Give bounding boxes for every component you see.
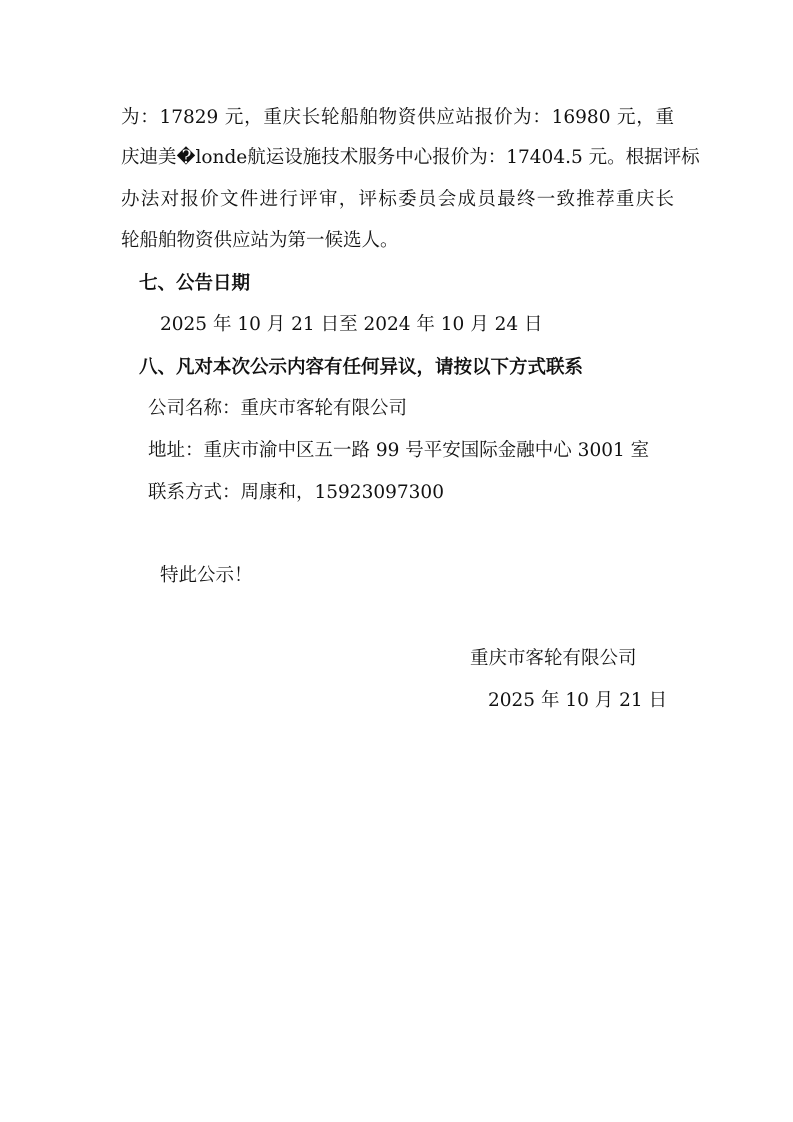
company-address: 地址：重庆市渝中区五一路 99 号平安国际金融中心 3001 室 xyxy=(148,440,650,461)
paragraph-line-2: 庆迪美�londe航运设施技术服务中心报价为：17404.5 元。根据评标 xyxy=(121,147,700,168)
signature-date: 2025 年 10 月 21 日 xyxy=(488,690,668,711)
contact-info: 联系方式：周康和，15923097300 xyxy=(148,482,444,503)
paragraph-line-4: 轮船舶物资供应站为第一候选人。 xyxy=(121,230,399,251)
announcement-period: 2025 年 10 月 21 日至 2024 年 10 月 24 日 xyxy=(160,314,543,335)
section-eight-heading: 八、凡对本次公示内容有任何异议，请按以下方式联系 xyxy=(139,357,584,378)
paragraph-line-1: 为：17829 元，重庆长轮船舶物资供应站报价为：16980 元，重 xyxy=(121,107,674,128)
signature-org: 重庆市客轮有限公司 xyxy=(470,648,637,669)
paragraph-line-3: 办法对报价文件进行评审，评标委员会成员最终一致推荐重庆长 xyxy=(121,189,674,210)
section-seven-heading: 七、公告日期 xyxy=(139,273,251,294)
closing-statement: 特此公示！ xyxy=(160,565,253,586)
company-name: 公司名称：重庆市客轮有限公司 xyxy=(148,398,408,419)
